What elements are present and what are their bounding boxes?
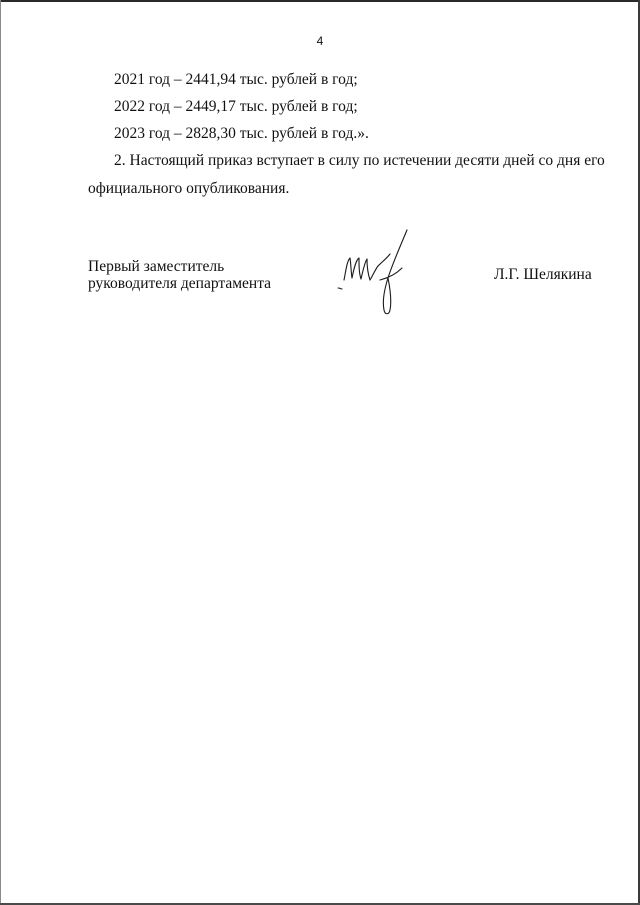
budget-line-2023: 2023 год – 2828,30 тыс. рублей в год.».	[114, 125, 369, 142]
signatory-title-line-1: Первый заместитель	[88, 258, 225, 275]
signatory-title	[88, 258, 271, 292]
page-number: 4	[316, 34, 324, 48]
clause-2-text: 2. Настоящий приказ вступает в силу по истечении десяти дней со дня его	[114, 152, 605, 169]
clause-2-text-continuation: официального опубликования.	[88, 180, 290, 197]
budget-line-2022: 2022 год – 2449,17 тыс. рублей в год;	[114, 98, 358, 115]
page-border-top	[0, 0, 640, 2]
handwritten-signature	[332, 228, 422, 320]
budget-line-2021: 2021 год – 2441,94 тыс. рублей в год;	[114, 71, 358, 88]
page-border-left	[0, 0, 1, 905]
signatory-name: Л.Г. Шелякина	[494, 266, 592, 283]
signatory-title-line-2: руководителя департамента	[88, 275, 272, 292]
